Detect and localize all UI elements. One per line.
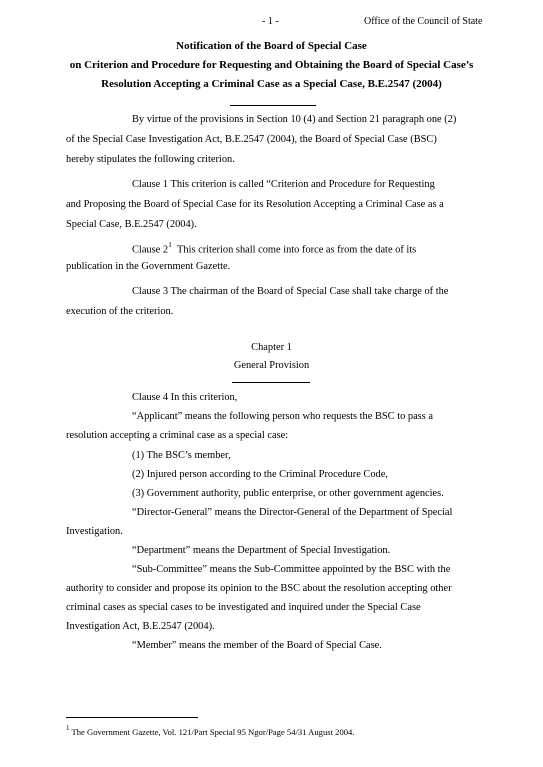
footnote-text: The Government Gazette, Vol. 121/Part Special 95 Ngor/Page 54/31 August 2004.	[71, 726, 355, 737]
chapter-divider	[232, 382, 310, 383]
director-general-line-1: “Director-General” means the Director-General of the Department of Special	[132, 507, 453, 518]
sub-committee-line-4: Investigation Act, B.E.2547 (2004).	[66, 621, 215, 632]
clause1-line-3: Special Case, B.E.2547 (2004).	[66, 219, 197, 230]
member-definition: “Member” means the member of the Board of Special Case.	[132, 640, 382, 651]
clause4-intro: Clause 4 In this criterion,	[132, 392, 238, 403]
footnote	[66, 725, 355, 737]
department-definition: “Department” means the Department of Special Investigation.	[132, 545, 391, 556]
footnote-mark: 1	[66, 724, 70, 732]
title-line-3: Resolution Accepting a Criminal Case as a Special Case, B.E.2547 (2004)	[101, 78, 442, 90]
applicant-line-2: resolution accepting a criminal case as a special case:	[66, 430, 289, 441]
footnote-reference: 1	[168, 240, 172, 249]
clause1-line-2: and Proposing the Board of Special Case for its Resolution Accepting a Criminal Case as a	[66, 199, 444, 210]
clause2-line-2: publication in the Government Gazette.	[66, 261, 231, 272]
applicant-item-3: (3) Government authority, public enterprise, or other government agencies.	[132, 488, 444, 499]
director-general-line-2: Investigation.	[66, 526, 123, 537]
clause3-line-1: Clause 3 The chairman of the Board of Special Case shall take charge of the	[132, 286, 449, 297]
clause2-label: Clause 2	[132, 244, 169, 256]
title-divider	[230, 105, 316, 106]
sub-committee-line-3: criminal cases as special cases to be investigated and inquired under the Special Case	[66, 602, 421, 613]
preamble-line-2: of the Special Case Investigation Act, B.E.2547 (2004), the Board of Special Case (BSC)	[66, 134, 437, 145]
preamble-line-3: hereby stipulates the following criterion.	[66, 154, 235, 165]
title-line-2: on Criterion and Procedure for Requesting and Obtaining the Board of Special Case’s	[69, 59, 474, 71]
page-number: - 1 -	[262, 16, 279, 27]
applicant-item-2: (2) Injured person according to the Criminal Procedure Code,	[132, 469, 388, 480]
chapter-title: General Provision	[233, 360, 310, 371]
header-organization: Office of the Council of State	[364, 16, 483, 27]
applicant-line-1: “Applicant” means the following person who requests the BSC to pass a	[132, 411, 433, 422]
applicant-item-1: (1) The BSC’s member,	[132, 450, 231, 461]
clause2-text: This criterion shall come into force as from the date of its	[177, 244, 417, 256]
preamble-line-1: By virtue of the provisions in Section 10 (4) and Section 21 paragraph one (2)	[132, 114, 457, 125]
sub-committee-line-2: authority to consider and propose its opinion to the BSC about the resolution accepting other	[66, 583, 452, 594]
chapter-number: Chapter 1	[251, 342, 292, 353]
clause3-line-2: execution of the criterion.	[66, 306, 174, 317]
clause1-line-1: Clause 1 This criterion is called “Criterion and Procedure for Requesting	[132, 179, 435, 190]
sub-committee-line-1: “Sub-Committee” means the Sub-Committee appointed by the BSC with the	[132, 564, 451, 575]
footnote-divider	[66, 717, 198, 718]
title-line-1: Notification of the Board of Special Case	[176, 40, 367, 52]
